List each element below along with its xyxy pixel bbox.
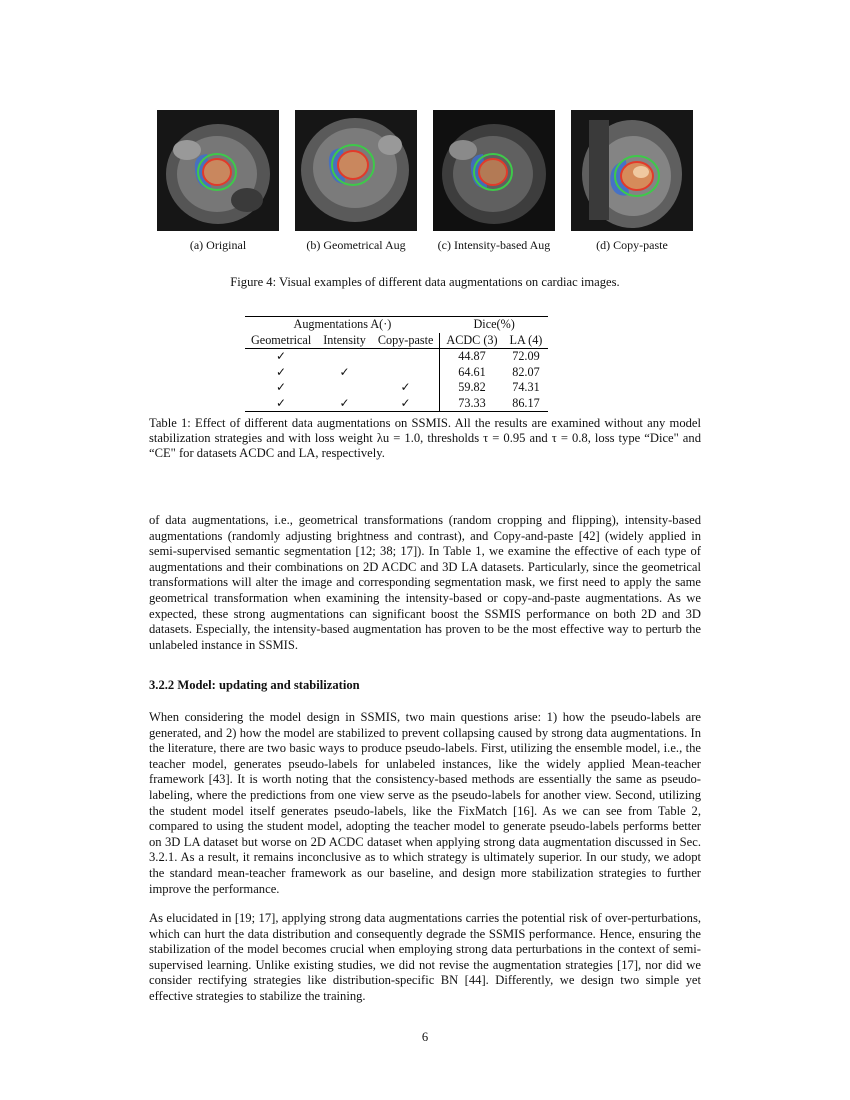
table-cell xyxy=(317,349,372,365)
table-cell: 64.61 xyxy=(440,365,504,381)
figure-panel-copy-paste xyxy=(571,110,693,231)
table-cell xyxy=(372,349,440,365)
table-row xyxy=(245,349,548,365)
table-col-intensity: Intensity xyxy=(317,333,372,349)
table-cell xyxy=(372,365,440,381)
table-cell: ✓ xyxy=(276,364,287,379)
table-header-group-dice: Dice(%) xyxy=(440,317,548,333)
table-row xyxy=(245,396,548,412)
table-cell: 73.33 xyxy=(440,396,504,412)
body-paragraph-3: As elucidated in [19; 17], applying strong data augmentations carries the potential risk of over-perturbations, which can hurt the data distribution and consequently degrade the SSMIS performance. Hence, ensuring the stabilization of the model becomes crucial when employing strong data perturbations in the context of semi-supervised learning. Unlike existing studies, we did not revise the augmentation strategies [17], nor did we consider rectifying strategies like distribution-specific BN [44]. Differently, we design two simple yet effective strategies to stabilize the training. xyxy=(149,911,701,1003)
table-col-copy-paste: Copy-paste xyxy=(372,333,440,349)
figure-caption: Figure 4: Visual examples of different data augmentations on cardiac images. xyxy=(230,275,620,289)
figure-panel-geometrical-aug xyxy=(295,110,417,231)
table-header-group-augmentations: Augmentations A(·) xyxy=(245,317,440,333)
table-cell: 44.87 xyxy=(440,349,504,365)
augmentation-table xyxy=(245,316,548,412)
section-heading: 3.2.2 Model: updating and stabilization xyxy=(149,678,360,692)
body-paragraph-2: When considering the model design in SSMIS, two main questions arise: 1) how the pseudo-labels are generated, and 2) how the model are stabilized to prevent collapsing caused by strong data augmentations. In the literature, there are two basic ways to produce pseudo-labels. First, utilizing the ensemble model, i.e., the teacher model, generates pseudo-labels for unlabeled instances, like the widely applied Mean-teacher framework [43]. It is worth noting that the consistency-based methods are essentially the same as pseudo-labeling, where the predictions from one view serve as the pseudo-labels for another view. Second, utilizing the student model itself generates pseudo-labels, like the FixMatch [16]. As we can see from Table 2, compared to using the student model, adopting the teacher model to generate pseudo-labels performs better on 3D LA dataset but worse on 2D ACDC dataset when applying strong data augmentation discussed in Sec. 3.2.1. As a result, it remains inconclusive as to which strategy is ultimately superior. In our study, we adopt the standard mean-teacher framework as our baseline, and design more stabilization strategies to further improve the performance. xyxy=(149,710,701,896)
table-cell: ✓ xyxy=(372,396,440,412)
table-row xyxy=(245,365,548,381)
table-cell xyxy=(317,380,372,396)
table-col-la: LA (4) xyxy=(504,333,549,349)
body-paragraph-1: of data augmentations, i.e., geometrical transformations (random cropping and flipping), intensity-based augmentations (randomly adjusting brightness and contrast), and Copy-and-paste [42] (widely applied in semi-supervised semantic segmentation [12; 38; 17]). In Table 1, we examine the effective of each type of augmentations and their combinations on 2D ACDC and 3D LA datasets. Particularly, since the geometrical transformations will alter the image and corresponding segmentation mask, we first need to apply the same geometrical transformation when examining the intensity-based or copy-and-paste augmentations. As we expected, these strong augmentations can significant boost the SSMIS performance on both 2D and 3D datasets. Especially, the intensity-based augmentation has proven to be the most effective way to perturb the unlabeled instance in SSMIS. xyxy=(149,513,701,652)
panel-caption-a: (a) Original xyxy=(189,238,247,252)
table-cell: 72.09 xyxy=(512,349,540,364)
table-cell: ✓ xyxy=(276,380,287,395)
panel-caption-b: (b) Geometrical Aug xyxy=(306,238,406,252)
table-cell: ✓ xyxy=(245,396,317,412)
table-col-acdc: ACDC (3) xyxy=(440,333,504,349)
table-col-geometrical: Geometrical xyxy=(245,333,317,349)
table-cell: ✓ xyxy=(317,396,372,412)
table-cell: 82.07 xyxy=(512,364,540,379)
table-cell: 86.17 xyxy=(504,396,549,412)
table-cell: 74.31 xyxy=(512,380,540,395)
panel-caption-d: (d) Copy-paste xyxy=(596,238,668,252)
table-row xyxy=(245,380,548,396)
table-caption: Table 1: Effect of different data augmentations on SSMIS. All the results are examined without any model stabilization strategies and with loss weight λu = 1.0, thresholds τ = 0.95 and τ = 0.8, loss type “Dice" and “CE" for datasets ACDC and LA, respectively. xyxy=(149,416,701,460)
figure-panel-intensity-aug xyxy=(433,110,555,231)
table-cell: ✓ xyxy=(276,349,287,364)
page-number: 6 xyxy=(421,1030,429,1044)
panel-caption-c: (c) Intensity-based Aug xyxy=(437,238,551,252)
figure-panel-original xyxy=(157,110,279,231)
table-cell: 59.82 xyxy=(440,380,504,396)
table-cell: ✓ xyxy=(400,380,411,395)
table-cell: ✓ xyxy=(339,364,350,379)
